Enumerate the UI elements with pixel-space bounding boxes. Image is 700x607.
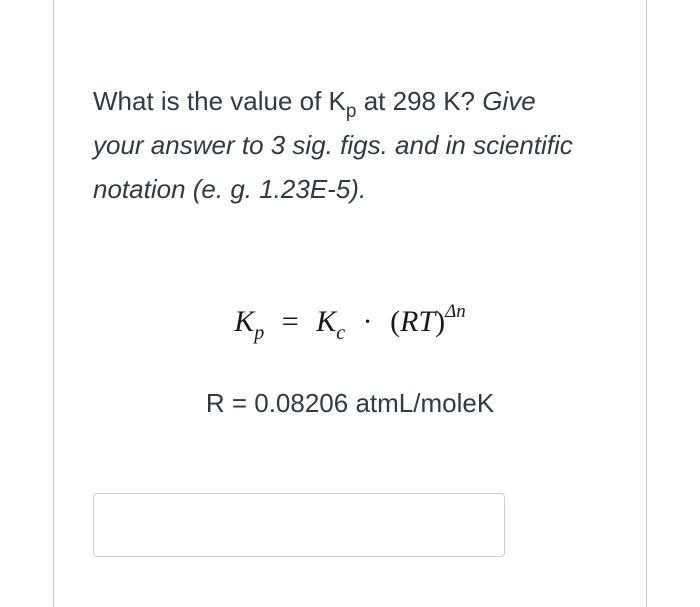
question-line1-pre: What is the value of K [93, 86, 346, 116]
question-text [93, 79, 633, 211]
gas-constant: R = 0.08206 atmL/moleK [205, 388, 495, 418]
equilibrium-formula [54, 301, 646, 344]
formula-exponent: Δn [445, 301, 466, 322]
formula-paren-close: ) [435, 305, 446, 338]
formula-equals: = [281, 305, 299, 338]
formula-kp-subscript: p [254, 322, 265, 344]
question-card [53, 0, 647, 607]
formula-kc-subscript: c [336, 322, 346, 344]
answer-input[interactable] [93, 493, 505, 557]
formula-kp: K [234, 305, 255, 338]
formula-dot: · [362, 305, 373, 338]
question-kp-subscript: p [345, 101, 357, 122]
question-line1-post: at 298 K? [356, 86, 483, 116]
formula-rt: RT [400, 305, 436, 338]
question-line3: notation (e. g. 1.23E-5). [93, 174, 367, 204]
formula-paren-open: ( [390, 305, 401, 338]
question-line2: your answer to 3 sig. figs. and in scientific [93, 130, 573, 160]
question-line1-italic: Give [482, 86, 536, 116]
formula-kc: K [316, 305, 337, 338]
